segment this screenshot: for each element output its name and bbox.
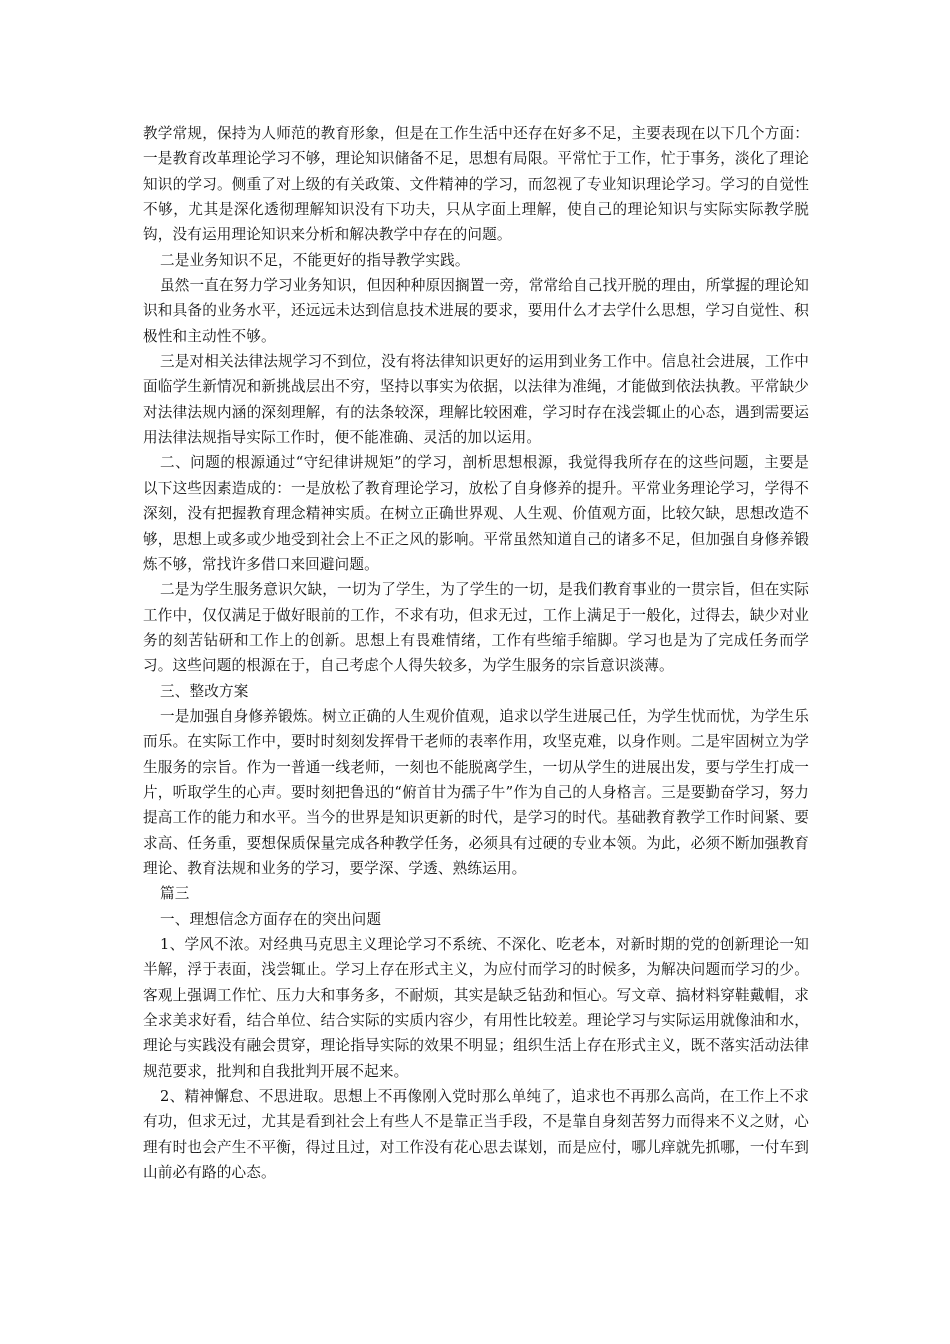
section-heading-ideals: 一、理想信念方面存在的突出问题 [160,910,382,928]
section-heading-part-three: 篇三 [160,885,190,903]
paragraph-4: 三是对相关法律法规学习不到位，没有将法律知识更好的运用到业务工作中。信息社会进展，工作中面临学生新情况和新挑战层出不穷，坚持以事实为依据，以法律为准绳，才能做到依法执教。平常缺少对法律法规内涵的深刻理解，有的法条较深，理解比较困难，学习时存在浅尝辄止的心态，遇到需要运用法律法规指导实际工作时，便不能准确、灵活的加以运用。 [143,353,809,447]
document-page [143,121,809,1185]
paragraph-2: 二是业务知识不足，不能更好的指导教学实践。 [160,251,470,269]
paragraph-3: 虽然一直在努力学习业务知识，但因种种原因搁置一旁，常常给自己找开脱的理由，所掌握的理论知识和具备的业务水平，还远远未达到信息技术进展的要求，要用什么才去学什么思想，学习自觉性、积极性和主动性不够。 [143,277,809,345]
paragraph-6: 二是为学生服务意识欠缺，一切为了学生，为了学生的一切，是我们教育事业的一贯宗旨，但在实际工作中，仅仅满足于做好眼前的工作，不求有功，但求无过，工作上满足于一般化，过得去，缺少对业务的刻苦钻研和工作上的创新。思想上有畏难情绪，工作有些缩手缩脚。学习也是为了完成任务而学习。这些问题的根源在于，自己考虑个人得失较多，为学生服务的宗旨意识淡薄。 [143,581,809,675]
paragraph-1: 教学常规，保持为人师范的教育形象，但是在工作生活中还存在好多不足，主要表现在以下几个方面：一是教育改革理论学习不够，理论知识储备不足，思想有局限。平常忙于工作，忙于事务，淡化了理论知识的学习。侧重了对上级的有关政策、文件精神的学习，而忽视了专业知识理论学习。学习的自觉性不够，尤其是深化透彻理解知识没有下功夫，只从字面上理解，使自己的理论知识与实际实际教学脱钩，没有运用理论知识来分析和解决教学中存在的问题。 [143,125,809,244]
paragraph-8: 一是加强自身修养锻炼。树立正确的人生观价值观，追求以学生进展己任，为学生忧而忧，为学生乐而乐。在实际工作中，要时时刻刻发挥骨干老师的表率作用，攻坚克难，以身作则。二是牢固树立为学生服务的宗旨。作为一普通一线老师，一刻也不能脱离学生，一切从学生的进展出发，要与学生打成一片，听取学生的心声。要时刻把鲁迅的“俯首甘为孺子牛”作为自己的人身格言。三是要勤奋学习，努力提高工作的能力和水平。当今的世界是知识更新的时代，是学习的时代。基础教育教学工作时间紧、要求高、任务重，要想保质保量完成各种教学任务，必须具有过硬的专业本领。为此，必须不断加强教育理论、教育法规和业务的学习，要学深、学透、熟练运用。 [143,707,809,877]
paragraph-12: 2、精神懈怠、不思进取。思想上不再像刚入党时那么单纯了，追求也不再那么高尚，在工作上不求有功，但求无过，尤其是看到社会上有些人不是靠正当手段，不是靠自身刻苦努力而得来不义之财，心理有时也会产生不平衡，得过且过，对工作没有花心思去谋划，而是应付，哪儿痒就先抓哪，一付车到山前必有路的心态。 [143,1088,809,1182]
section-heading-rectification: 三、整改方案 [160,682,249,700]
paragraph-5: 二、问题的根源通过“守纪律讲规矩”的学习，剖析思想根源，我觉得我所存在的这些问题，主要是以下这些因素造成的：一是放松了教育理论学习，放松了自身修养的提升。平常业务理论学习，学得不深刻，没有把握教育理念精神实质。在树立正确世界观、人生观、价值观方面，比较欠缺，思想改造不够，思想上或多或少地受到社会上不正之风的影响。平常虽然知道自己的诸多不足，但加强自身修养锻炼不够，常找许多借口来回避问题。 [143,454,809,573]
paragraph-11: 1、学风不浓。对经典马克思主义理论学习不系统、不深化、吃老本，对新时期的党的创新理论一知半解，浮于表面，浅尝辄止。学习上存在形式主义，为应付而学习的时候多，为解决问题而学习的少。客观上强调工作忙、压力大和事务多，不耐烦，其实是缺乏钻劲和恒心。写文章、搞材料穿鞋戴帽，求全求美求好看，结合单位、结合实际的实质内容少，有用性比较差。理论学习与实际运用就像油和水，理论与实践没有融会贯穿，理论指导实际的效果不明显；组织生活上存在形式主义，既不落实活动法律规范要求，批判和自我批判开展不起来。 [143,936,809,1080]
